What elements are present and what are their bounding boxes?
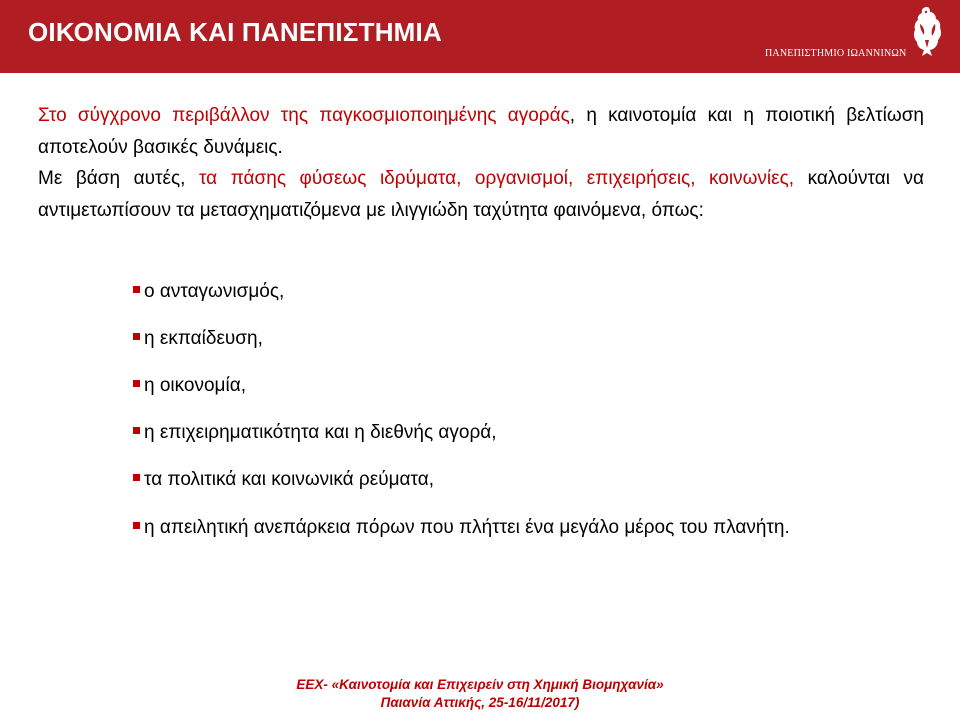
intro-paragraph-1 bbox=[38, 100, 924, 163]
bullet-square-icon bbox=[133, 286, 140, 293]
university-name: ΠΑΝΕΠΙΣΤΗΜΙΟ ΙΩΑΝΝΙΝΩΝ bbox=[765, 48, 907, 59]
title-bar bbox=[0, 0, 960, 73]
list-item-text: η απειλητική ανεπάρκεια πόρων που πλήττει ένα μεγάλο μέρος του πλανήτη. bbox=[144, 517, 790, 538]
list-item-text: ο ανταγωνισμός, bbox=[144, 281, 285, 302]
eagle-seal-icon bbox=[905, 4, 951, 58]
intro-p2-text: καλούνται να αντιμετωπίσουν τα μετασχηματιζόμενα με ιλιγγιώδη ταχύτητα φαινόμενα, όπως: bbox=[38, 168, 924, 221]
list-item-text: η εκπαίδευση, bbox=[144, 328, 263, 349]
list-item bbox=[133, 315, 913, 362]
intro-p2-highlight: τα πάσης φύσεως ιδρύματα, οργανισμοί, επιχειρήσεις, κοινωνίες, bbox=[198, 168, 795, 189]
slide-title: ΟΙΚΟΝΟΜΙΑ ΚΑΙ ΠΑΝΕΠΙΣΤΗΜΙΑ bbox=[28, 17, 442, 47]
intro-paragraph-2 bbox=[38, 163, 924, 226]
list-item bbox=[133, 409, 913, 456]
bullet-square-icon bbox=[133, 522, 140, 529]
list-item-text: τα πολιτικά και κοινωνικά ρεύματα, bbox=[144, 469, 435, 490]
bullet-list bbox=[133, 268, 913, 552]
intro-text bbox=[38, 100, 924, 226]
bullet-square-icon bbox=[133, 333, 140, 340]
bullet-square-icon bbox=[133, 474, 140, 481]
list-item bbox=[133, 456, 913, 503]
bullet-square-icon bbox=[133, 427, 140, 434]
list-item bbox=[133, 503, 913, 552]
footer-event: ΕΕΧ- «Καινοτομία και Επιχειρείν στη Χημική Βιομηχανία» bbox=[296, 677, 664, 692]
list-item-text: η επιχειρηματικότητα και η διεθνής αγορά, bbox=[144, 422, 497, 443]
bullet-square-icon bbox=[133, 380, 140, 387]
list-item-text: η οικονομία, bbox=[144, 375, 246, 396]
footer bbox=[0, 676, 960, 712]
intro-p1-text: , η καινοτομία και η ποιοτική βελτίωση αποτελούν βασικές δυνάμεις. bbox=[38, 105, 924, 158]
list-item bbox=[133, 268, 913, 315]
intro-p2-start: Με βάση αυτές, bbox=[38, 168, 199, 189]
footer-location-date: Παιανία Αττικής, 25-16/11/2017) bbox=[380, 695, 580, 710]
intro-p1-highlight: Στο σύγχρονο περιβάλλον της παγκοσμιοποιημένης αγοράς bbox=[38, 105, 570, 126]
list-item bbox=[133, 362, 913, 409]
